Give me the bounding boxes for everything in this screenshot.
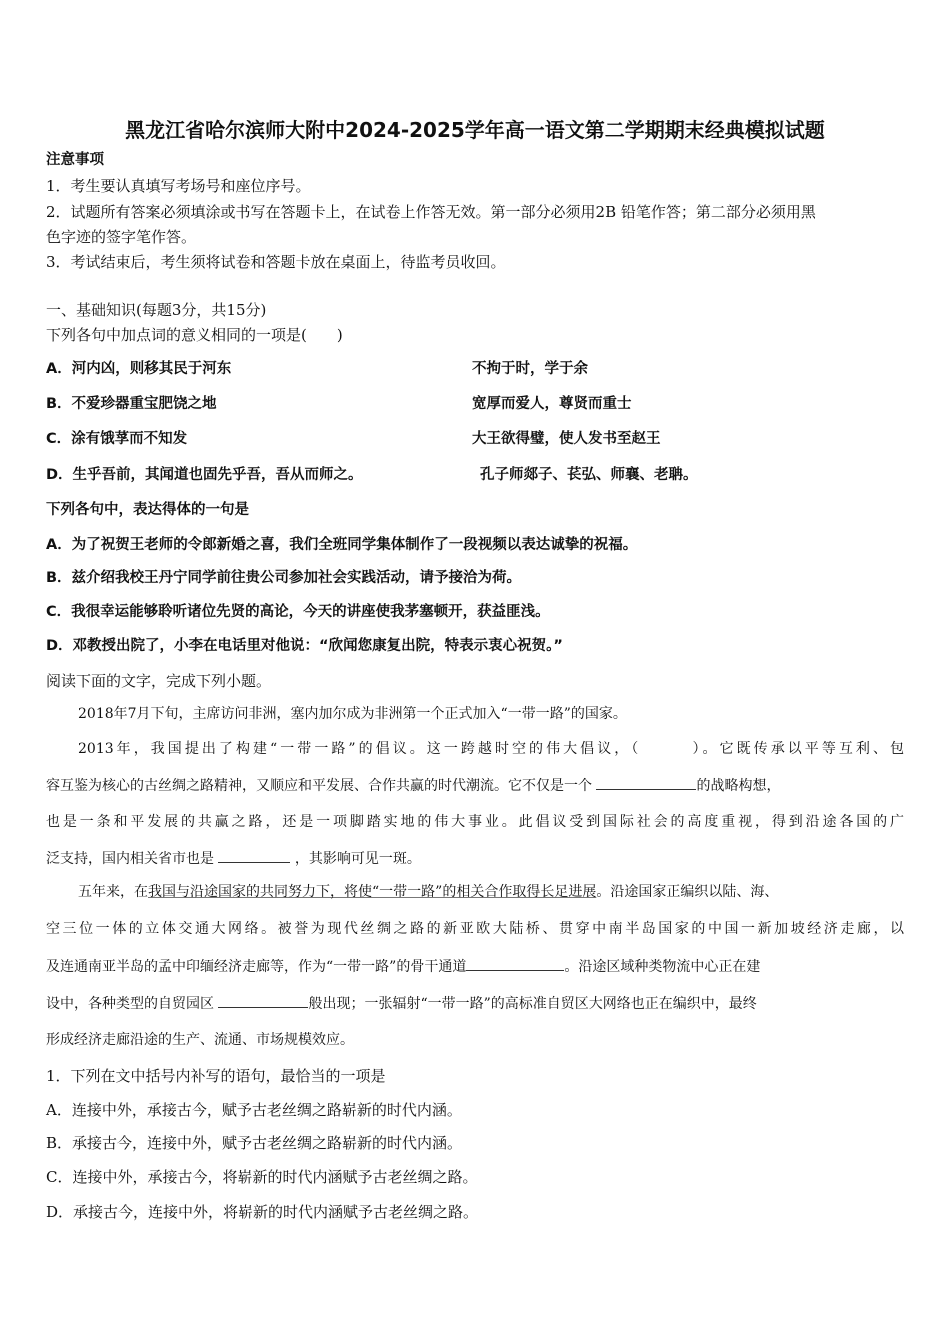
text: 。沿途区域种类物流中心正在建 xyxy=(564,959,761,975)
option: B．承接古今，连接中外，赋予古老丝绸之路崭新的时代内涵。 xyxy=(46,1134,463,1152)
option: C．我很幸运能够聆听诸位先贤的高论，今天的讲座使我茅塞顿开，获益匪浅。 xyxy=(46,604,550,620)
option-row xyxy=(46,465,906,485)
passage-line: 2013年，我国提出了构建“一带一路”的倡议。这一跨越时空的伟大倡议，（ ）。它既传承以平等互利、包 xyxy=(78,741,904,757)
option-left: B．不爱珍器重宝肥饶之地 xyxy=(46,396,217,412)
option-row xyxy=(46,394,906,414)
option-right: 宽厚而爱人，尊贤而重士 xyxy=(472,396,632,412)
option-row xyxy=(46,359,906,379)
option-right: 大王欲得璧，使人发书至赵王 xyxy=(472,431,661,447)
notice-item: 3．考试结束后，考生须将试卷和答题卡放在桌面上，待监考员收回。 xyxy=(46,253,506,271)
text: 设中，各种类型的自贸园区 xyxy=(46,996,214,1012)
text: 五年来，在 xyxy=(78,884,148,900)
fill-blank xyxy=(466,956,564,971)
question-stem: 下列各句中，表达得体的一句是 xyxy=(46,502,249,518)
question-stem: 1．下列在文中括号内补写的语句，最恰当的一项是 xyxy=(46,1067,386,1085)
text: 泛支持，国内相关省市也是 xyxy=(46,851,214,867)
option: A．为了祝贺王老师的令郎新婚之喜，我们全班同学集体制作了一段视频以表达诚挚的祝福。 xyxy=(46,537,638,553)
passage-line: 空三位一体的立体交通大网络。被誉为现代丝绸之路的新亚欧大陆桥、贯穿中南半岛国家的中国一新加坡经济走廊，以 xyxy=(46,921,904,937)
passage-line xyxy=(78,882,778,902)
option-right: 不拘于时，学于余 xyxy=(472,361,588,377)
passage-line xyxy=(46,993,757,1014)
underlined-sentence: 我国与沿途国家的共同努力下，将使“一带一路”的相关合作取得长足进展 xyxy=(148,884,597,900)
text: 般出现；一张辐射“一带一路”的高标准自贸区大网络也正在编织中，最终 xyxy=(308,996,757,1012)
passage-line xyxy=(46,775,904,796)
passage-line xyxy=(46,956,760,977)
notice-item: 2．试题所有答案必须填涂或书写在答题卡上，在试卷上作答无效。第一部分必须用2B 铅笔作答；第二部分必须用黑 xyxy=(46,203,816,221)
option-left: D．生乎吾前，其闻道也固先乎吾，吾从而师之。 xyxy=(46,467,363,483)
notice-item: 色字迹的签字笔作答。 xyxy=(46,228,197,246)
reading-intro: 阅读下面的文字，完成下列小题。 xyxy=(46,672,272,690)
question-stem: 下列各句中加点词的意义相同的一项是( ) xyxy=(46,326,343,344)
option-right: 孔子师郯子、苌弘、师襄、老聃。 xyxy=(480,467,698,483)
notice-item: 1．考生要认真填写考场号和座位序号。 xyxy=(46,177,311,195)
text: ，其影响可见一斑。 xyxy=(294,851,421,867)
text: 。沿途国家正编织以陆、海、 xyxy=(596,884,779,900)
option: B．兹介绍我校王丹宁同学前往贵公司参加社会实践活动，请予接洽为荷。 xyxy=(46,570,522,586)
page-title: 黑龙江省哈尔滨师大附中2024-2025学年高一语文第二学期期末经典模拟试题 xyxy=(125,118,825,142)
section-heading: 一、基础知识(每题3分，共15分) xyxy=(46,301,267,319)
fill-blank xyxy=(218,993,308,1008)
passage-line: 也是一条和平发展的共赢之路，还是一项脚踏实地的伟大事业。此倡议受到国际社会的高度重视，得到沿途各国的广 xyxy=(46,814,904,830)
fill-blank xyxy=(596,775,696,790)
text: 容互鉴为核心的古丝绸之路精神，又顺应和平发展、合作共赢的时代潮流。它不仅是一个 xyxy=(46,778,592,794)
passage-line: 形成经济走廊沿途的生产、流通、市场规模效应。 xyxy=(46,1032,354,1048)
text: 及连通南亚半岛的孟中印缅经济走廊等，作为“一带一路”的骨干通道 xyxy=(46,959,467,975)
text: 的战略构想， xyxy=(696,778,781,794)
option: D．邓教授出院了，小李在电话里对他说：“欣闻您康复出院，特表示衷心祝贺。” xyxy=(46,638,563,654)
notice-heading: 注意事项 xyxy=(46,152,104,168)
option: A．连接中外，承接古今，赋予古老丝绸之路崭新的时代内涵。 xyxy=(46,1101,462,1119)
fill-blank xyxy=(218,848,290,863)
option: C．连接中外，承接古今，将崭新的时代内涵赋予古老丝绸之路。 xyxy=(46,1168,478,1186)
passage-line: 2018年7月下旬，主席访问非洲，塞内加尔成为非洲第一个正式加入“一带一路”的国家。 xyxy=(78,706,627,722)
passage-line xyxy=(46,848,421,869)
option-left: A．河内凶，则移其民于河东 xyxy=(46,361,232,377)
option-row xyxy=(46,429,906,449)
option-left: C．涂有饿莩而不知发 xyxy=(46,431,188,447)
option: D．承接古今，连接中外，将崭新的时代内涵赋予古老丝绸之路。 xyxy=(46,1203,479,1221)
